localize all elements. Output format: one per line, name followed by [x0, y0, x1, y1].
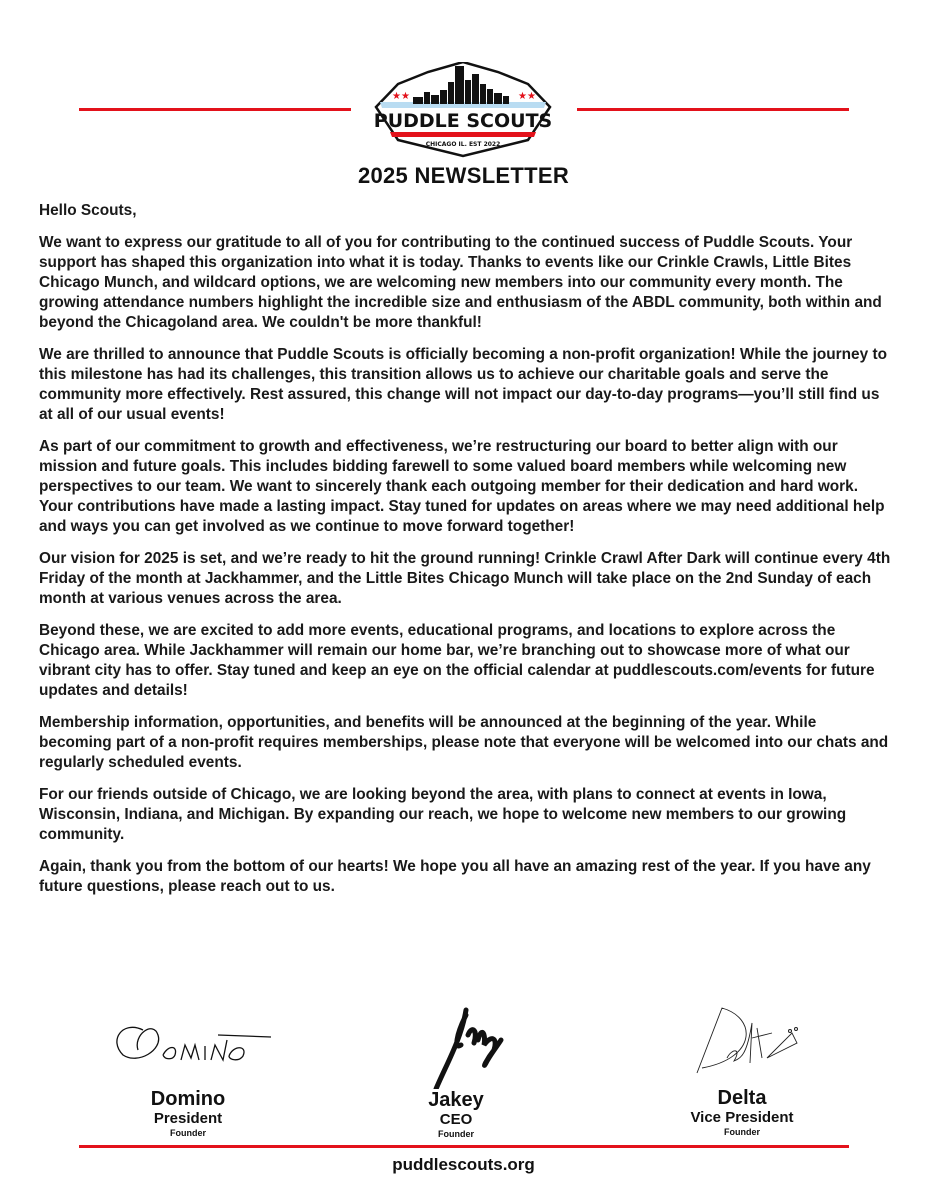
paragraph: Membership information, opportunities, and benefits will be announced at the beginning of the year. While becoming part of a non-profit requires memberships, please note that everyone will be welcomed into our chats and regularly scheduled events.: [39, 714, 889, 771]
header-rule-left: [79, 108, 351, 111]
greeting: Hello Scouts,: [39, 202, 137, 219]
svg-text:★★: ★★: [392, 91, 410, 102]
signatory-name: Jakey: [428, 1089, 484, 1111]
paragraph: Our vision for 2025 is set, and we’re ready to hit the ground running! Crinkle Crawl After Dark will continue every 4th Friday of the month at Jackhammer, and the Little Bites Chicago Munch will take place on the 2nd Sunday of each month at various venues across the area.: [39, 550, 891, 607]
paragraph: Beyond these, we are excited to add more events, educational programs, and locations to explore across the Chicago area. While Jackhammer will remain our home bar, we’re branching out to showcase more of what our vibrant city has to offer. Stay tuned and keep an eye on the official calendar at puddlescouts.com/events for future updates and details!: [39, 622, 875, 699]
website-link[interactable]: puddlescouts.org: [392, 1155, 535, 1174]
signatory-domino: [88, 1010, 288, 1139]
paragraph: Again, thank you from the bottom of our hearts! We hope you all have an amazing rest of the year. If you have any future questions, please reach out to us.: [39, 858, 871, 895]
puddle-scouts-logo: [368, 62, 558, 158]
signatory-note: Founder: [170, 1128, 206, 1138]
paragraph: For our friends outside of Chicago, we are looking beyond the area, with plans to connect at events in Iowa, Wisconsin, Indiana, and Michigan. By expanding our reach, we hope to welcome new members to our growing community.: [39, 786, 847, 843]
signature-jakey: [386, 1005, 526, 1089]
paragraph: We want to express our gratitude to all of you for contributing to the continued success of Puddle Scouts. Your support has shaped this organization into what it is today. Thanks to events like our Crinkle Crawls, Little Bites Chicago Munch, and wildcard options, we are welcoming new members into our community every month. The growing attendance numbers highlight the incredible size and enthusiasm of the ABDL community, both within and beyond the Chicagoland area. We couldn't be more thankful!: [39, 234, 882, 331]
letter-body: [39, 201, 891, 909]
svg-text:★★: ★★: [518, 91, 536, 102]
signatory-role: President: [153, 1110, 223, 1127]
signature-domino: [103, 1010, 273, 1088]
signatory-name: Delta: [717, 1087, 767, 1109]
footer-rule: [79, 1145, 849, 1148]
signatory-note: Founder: [438, 1129, 474, 1139]
paragraph: We are thrilled to announce that Puddle Scouts is officially becoming a non-profit organization! While the journey to this milestone has had its challenges, this transition allows us to achieve our charitable goals and serve the community more effectively. Rest assured, this change will not impact our day-to-day programs—you’ll still find us at all of our usual events!: [39, 346, 887, 423]
signatory-name: Domino: [150, 1088, 226, 1110]
signature-delta: [662, 1003, 822, 1087]
svg-text:CHICAGO IL. EST 2022: CHICAGO IL. EST 2022: [425, 141, 501, 148]
signatory-role: Vice President: [690, 1109, 794, 1126]
signatory-note: Founder: [724, 1127, 760, 1137]
paragraph: As part of our commitment to growth and effectiveness, we’re restructuring our board to better align with our mission and future goals. This includes bidding farewell to some valued board members while welcoming new perspectives to our team. We want to sincerely thank each outgoing member for their dedication and hard work. Your contributions have made a lasting impact. Stay tuned for updates on areas where we may need additional help and ways you can get involved as we continue to move forward together!: [39, 438, 885, 535]
signatory-jakey: [356, 1005, 556, 1140]
header-rule-right: [577, 108, 849, 111]
logo-text: PUDDLE SCOUTS: [373, 110, 553, 132]
signatory-delta: [642, 1003, 842, 1138]
newsletter-title: 2025 NEWSLETTER: [357, 163, 570, 188]
signatory-role: CEO: [439, 1111, 473, 1128]
